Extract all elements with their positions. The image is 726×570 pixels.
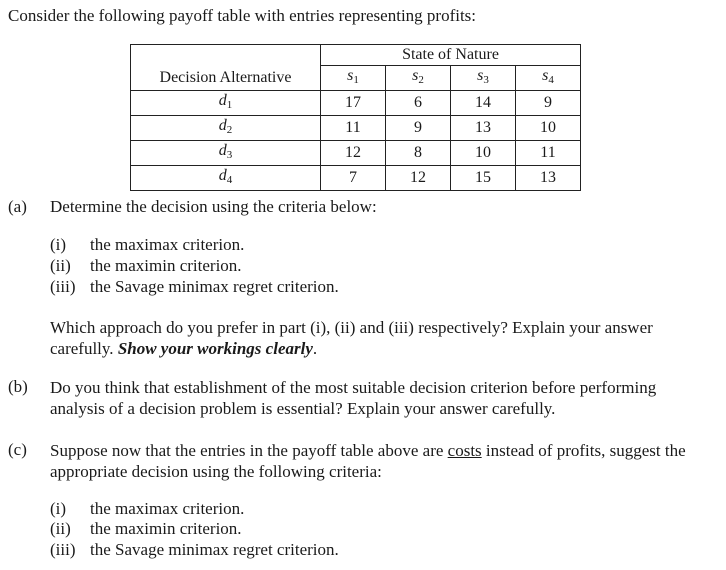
table-cell: 13 — [516, 166, 581, 191]
table-cell: 8 — [386, 141, 451, 166]
intro-text: Consider the following payoff table with entries representing profits: — [8, 6, 477, 25]
question-a-item-3: (iii) the Savage minimax regret criterion. — [50, 277, 339, 296]
table-cell: 10 — [516, 116, 581, 141]
state-header-s3: $s_3$ — [451, 66, 516, 91]
question-c-item-3: (iii) the Savage minimax regret criterion. — [50, 540, 339, 559]
table-cell: 14 — [451, 91, 516, 116]
row-label-d1: $d_1$ — [131, 91, 321, 116]
table-row — [131, 116, 581, 141]
table-cell: 7 — [321, 166, 386, 191]
question-a-text: Determine the decision using the criteria below: — [50, 197, 377, 216]
question-c-item-1: (i) the maximax criterion. — [50, 499, 245, 518]
question-b-line2: analysis of a decision problem is essential? Explain your answer carefully. — [50, 399, 556, 418]
table-cell: 13 — [451, 116, 516, 141]
question-a-followup-line2: carefully. Show your workings clearly. — [50, 339, 318, 358]
table-cell: 9 — [386, 116, 451, 141]
question-a-followup — [50, 317, 716, 359]
table-row — [131, 141, 581, 166]
table-cell: 11 — [516, 141, 581, 166]
row-label-d2: $d_2$ — [131, 116, 321, 141]
table-cell: 12 — [321, 141, 386, 166]
question-a-item-2: (ii) the maximin criterion. — [50, 256, 242, 275]
question-c-text — [50, 440, 716, 482]
table-row — [131, 166, 581, 191]
table-cell: 15 — [451, 166, 516, 191]
payoff-table — [130, 44, 581, 191]
question-b-line1: Do you think that establishment of the most suitable decision criterion before performing — [50, 378, 657, 397]
state-of-nature-header: State of Nature — [321, 45, 581, 66]
question-a-label: (a) — [8, 197, 27, 216]
table-cell: 11 — [321, 116, 386, 141]
question-c-line1: Suppose now that the entries in the payoff table above are costs instead of profits, suggest the — [50, 441, 686, 460]
state-header-s1: $s_1$ — [321, 66, 386, 91]
header-blank-cell — [131, 45, 321, 66]
table-cell: 9 — [516, 91, 581, 116]
table-header-row-2 — [131, 66, 581, 91]
table-header-row-1 — [131, 45, 581, 66]
question-a-item-1: (i) the maximax criterion. — [50, 235, 245, 254]
table-cell: 6 — [386, 91, 451, 116]
table-cell: 17 — [321, 91, 386, 116]
question-b-label: (b) — [8, 377, 28, 396]
table-row — [131, 91, 581, 116]
state-header-s4: $s_4$ — [516, 66, 581, 91]
row-label-d4: $d_4$ — [131, 166, 321, 191]
question-c-item-2: (ii) the maximin criterion. — [50, 519, 242, 538]
row-label-d3: $d_3$ — [131, 141, 321, 166]
state-header-s2: $s_2$ — [386, 66, 451, 91]
question-a-followup-line1: Which approach do you prefer in part (i), (ii) and (iii) respectively? Explain your answer — [50, 318, 653, 337]
question-c-label: (c) — [8, 440, 27, 459]
question-c-line2: appropriate decision using the following criteria: — [50, 462, 382, 481]
table-cell: 10 — [451, 141, 516, 166]
table-cell: 12 — [386, 166, 451, 191]
decision-alternative-header: Decision Alternative — [131, 66, 321, 91]
question-b-text — [50, 377, 716, 419]
